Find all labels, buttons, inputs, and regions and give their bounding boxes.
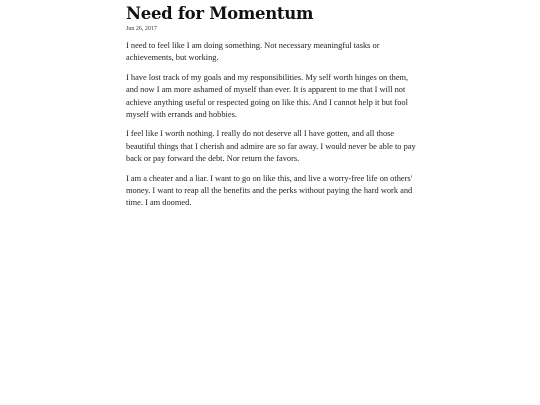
post-title: Need for Momentum [126,4,314,23]
blog-post [126,4,416,217]
post-date: Jun 26, 2017 [126,26,157,32]
post-paragraph: I am a cheater and a liar. I want to go on like this, and live a worry-free life on others' money. I want to reap all the benefits and the perks without paying the hard work and time. I am doomed. [126,173,413,208]
post-paragraph: I have lost track of my goals and my responsibilities. My self worth hinges on them, and now I am more ashamed of myself than ever. It is apparent to me that I will not achieve anything useful or respected going on like this. And I cannot help it but fool myself with errands and hobbies. [126,72,409,120]
post-paragraph: I feel like I worth nothing. I really do not deserve all I have gotten, and all those beautiful things that I cherish and admire are so far away. I would never be able to pay back or pay forward the debt. Nor return the favors. [126,129,416,164]
post-paragraph: I need to feel like I am doing something. Not necessary meaningful tasks or achievements, but working. [126,41,380,63]
